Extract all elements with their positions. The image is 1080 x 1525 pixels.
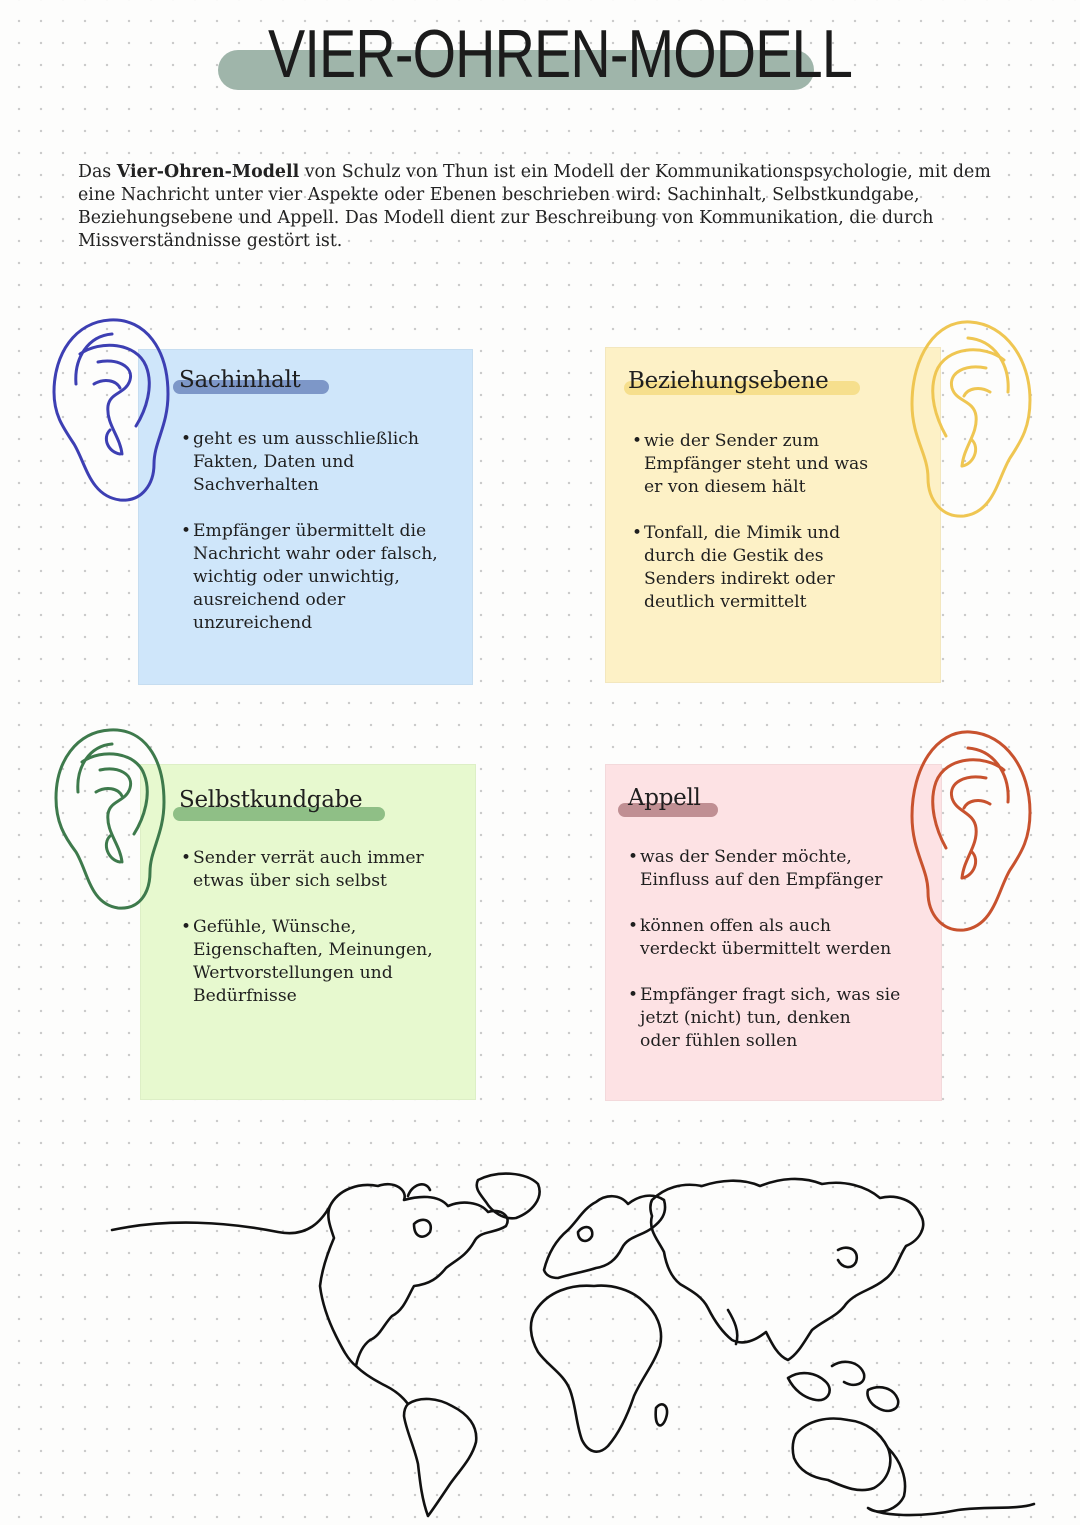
list-item: • geht es um ausschließlich Fakten, Daten und Sachverhalten [181,428,438,497]
list-item: • Empfänger fragt sich, was sie jetzt (nicht) tun, denken oder fühlen sollen [628,984,900,1053]
list-item: • Empfänger übermittelt die Nachricht wahr oder falsch, wichtig oder unwichtig, ausreichend oder unzureichend [181,520,438,635]
intro-text: von Schulz von Thun ist ein Modell der Kommunikationspsychologie, mit dem eine Nachricht unter vier Aspekte oder Ebenen beschrieben wird: Sachinhalt, Selbstkundgabe, Beziehungsebene und Appell. Das Modell dient zur Beschreibung von Kommunikation, die durch Missverständnisse gestört ist. [78,162,991,252]
card-sachinhalt [138,349,473,685]
world-map-line-drawing [108,1160,1038,1520]
intro-lead: Das [78,162,117,183]
ear-icon [50,724,170,914]
card-title: Selbstkundgabe [179,787,363,813]
card-beziehungsebene [605,347,941,683]
page-title: VIER-OHREN-MODELL [268,16,853,92]
page-title-block [214,8,853,92]
card-title: Appell [628,785,701,811]
list-item: • Sender verrät auch immer etwas über sich selbst [181,847,433,893]
card-appell [605,764,942,1101]
bullet-list [181,428,438,658]
bullet-list [181,847,433,1031]
ear-icon [50,314,174,506]
list-item: • Gefühle, Wünsche, Eigenschaften, Meinungen, Wertvorstellungen und Bedürfnisse [181,916,433,1008]
list-item: • was der Sender möchte, Einfluss auf den Empfänger [628,846,900,892]
bullet-list [632,430,868,637]
card-selbstkundgabe [140,764,476,1100]
ear-icon [906,316,1036,522]
bullet-list [628,846,900,1076]
list-item: • Tonfall, die Mimik und durch die Gestik des Senders indirekt oder deutlich vermittelt [632,522,868,614]
card-title: Sachinhalt [179,367,301,393]
list-item: • wie der Sender zum Empfänger steht und was er von diesem hält [632,430,868,499]
intro-term: Vier-Ohren-Modell [116,162,300,183]
ear-icon [906,726,1036,936]
list-item: • können offen als auch verdeckt übermittelt werden [628,915,900,961]
intro-paragraph [78,161,1028,253]
card-title: Beziehungsebene [628,368,829,394]
